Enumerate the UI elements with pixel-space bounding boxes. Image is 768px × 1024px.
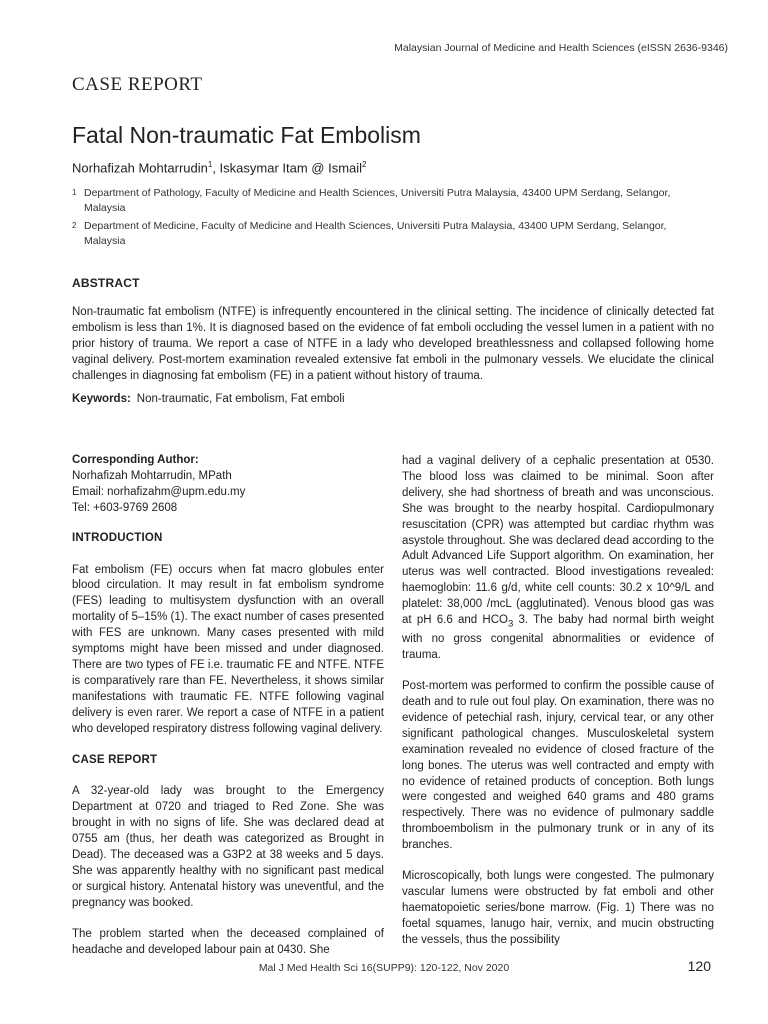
affiliation-number: 2 (72, 221, 77, 230)
affiliation-item (72, 186, 692, 216)
paragraph-text: had a vaginal delivery of a cephalic presentation at 0530. The blood loss was claimed to be minimal. Soon after delivery, she had shortness of breath and was unconscious. She was brought to the nearby hospital. Cardiopulmonary resuscitation (CPR) was attempted but cardiac rhythm was asystole throughout. She was declared dead according to the Adult Advanced Life Support algorithm. On examination, her uterus was well contracted. Blood investigations revealed: haemoglobin: 11.6 g/d, white cell counts: 30.2 x 10^9/L and platelet: 38,000 /mcL (agglutinated). Venous blood gas was at pH 6.6 and HCO (402, 455, 714, 627)
abstract-text: Non-traumatic fat embolism (NTFE) is infrequently encountered in the clinical setting. The incidence of clinically detected fat embolism is less than 1%. It is diagnosed based on the evidence of fat emboli occluding the vessel lumen in a patient with no prior history of trauma. We report a case of NTFE in a lady who developed breathlessness and collapsed following home vaginal delivery. Post-mortem examination revealed extensive fat emboli in the pulmonary vessels. We elucidate the clinical challenges in diagnosing fat embolism (FE) in a patient without history of trauma. (72, 306, 714, 382)
corresponding-author-email: Email: norhafizahm@upm.edu.my (72, 485, 246, 498)
keywords-line (72, 393, 345, 405)
author-affiliation-mark: 1 (207, 160, 213, 169)
article-title: Fatal Non-traumatic Fat Embolism (72, 122, 421, 148)
affiliation-number: 1 (72, 188, 77, 197)
introduction-paragraph: Fat embolism (FE) occurs when fat macro globules enter blood circulation. It may result in fat embolism syndrome (FES) leading to multisystem dysfunction with an overall mortality of 5–15% (1). The exact number of cases presented with FES are unknown. Many cases presented with mild symptoms might have been missed and under diagnosed. There are two types of FE i.e. traumatic FE and NTFE. NTFE is comparatively rare than FE. Nevertheless, it shows similar manifestations with traumatic FE. NTFE following vaginal delivery is even rarer. We report a case of NTFE in a patient who developed respiratory distress following vaginal delivery. (72, 563, 384, 735)
article-type-label: CASE REPORT (72, 74, 203, 95)
journal-header: Malaysian Journal of Medicine and Health Sciences (eISSN 2636-9346) (394, 42, 728, 54)
case-report-paragraph: A 32-year-old lady was brought to the Emergency Department at 0720 and triaged to Red Zone. She was brought in with no signs of life. She was declared dead at 0755 am (thus, her death was categorized as Brought in Dead). The deceased was a G3P2 at 38 weeks and 5 days. She was apparently healthy with no significant past medical or surgical history. Antenatal history was uneventful, and the pregnancy was booked. (72, 785, 384, 909)
microscopy-paragraph: Microscopically, both lungs were congested. The pulmonary vascular lumens were obstructed by fat emboli and other haematopoietic series/bone marrow. (Fig. 1) There was no foetal squames, lanugo hair, vernix, and mucin obstructing the vessels, thus the possibility (402, 870, 714, 946)
keywords-label: Keywords: (72, 393, 131, 405)
affiliation-text: Department of Pathology, Faculty of Medicine and Health Sciences, Universiti Putra Malaysia, 43400 UPM Serdang, Selangor, Malaysia (84, 187, 671, 214)
right-column (402, 454, 714, 964)
footer-citation: Mal J Med Health Sci 16(SUPP9): 120-122, Nov 2020 (258, 962, 510, 974)
subscript: 3 (507, 618, 514, 630)
affiliation-item (72, 219, 692, 249)
section-heading-case-report: CASE REPORT (72, 753, 158, 766)
corresponding-author-heading: Corresponding Author: (72, 454, 199, 466)
author-name: Norhafizah Mohtarrudin (72, 160, 208, 176)
post-mortem-paragraph: Post-mortem was performed to confirm the possible cause of death and to rule out foul play. On examination, there was no evidence of petechial rash, injury, cervical tear, or any other significant pathological changes. Musculoskeletal system examination revealed no evidence of closed fracture of the long bones. The uterus was well contracted and empty with no evidence of retained products of conception. Both lungs were congested and weighed 640 grams and 480 grams respectively. There was no evidence of pulmonary saddle thromboembolism in the pulmonary trunk or in any of its branches. (402, 680, 714, 852)
section-heading-introduction: INTRODUCTION (72, 531, 163, 544)
corresponding-author-block (72, 453, 384, 517)
author-affiliation-mark: 2 (362, 160, 367, 169)
affiliation-list (72, 186, 692, 252)
case-report-paragraph (402, 454, 714, 664)
author-name: Iskasymar Itam @ Ismail (219, 160, 363, 176)
abstract-heading: ABSTRACT (72, 276, 140, 290)
corresponding-author-name: Norhafizah Mohtarrudin, MPath (72, 469, 232, 482)
page-number: 120 (687, 958, 711, 974)
author-list (72, 160, 367, 175)
keywords-text: Non-traumatic, Fat embolism, Fat emboli (136, 393, 345, 405)
corresponding-author-tel: Tel: +603-9769 2608 (72, 501, 178, 514)
affiliation-text: Department of Medicine, Faculty of Medicine and Health Sciences, Universiti Putra Malaysia, 43400 UPM Serdang, Selangor, Malaysia (84, 220, 667, 247)
left-column (72, 453, 384, 973)
author-separator: , (212, 160, 220, 176)
case-report-paragraph: The problem started when the deceased complained of headache and developed labour pain at 0430. She (72, 927, 384, 956)
paragraph-text: 3. The baby had normal birth weight with no gross congenital abnormalities or evidence of trauma. (402, 614, 714, 662)
